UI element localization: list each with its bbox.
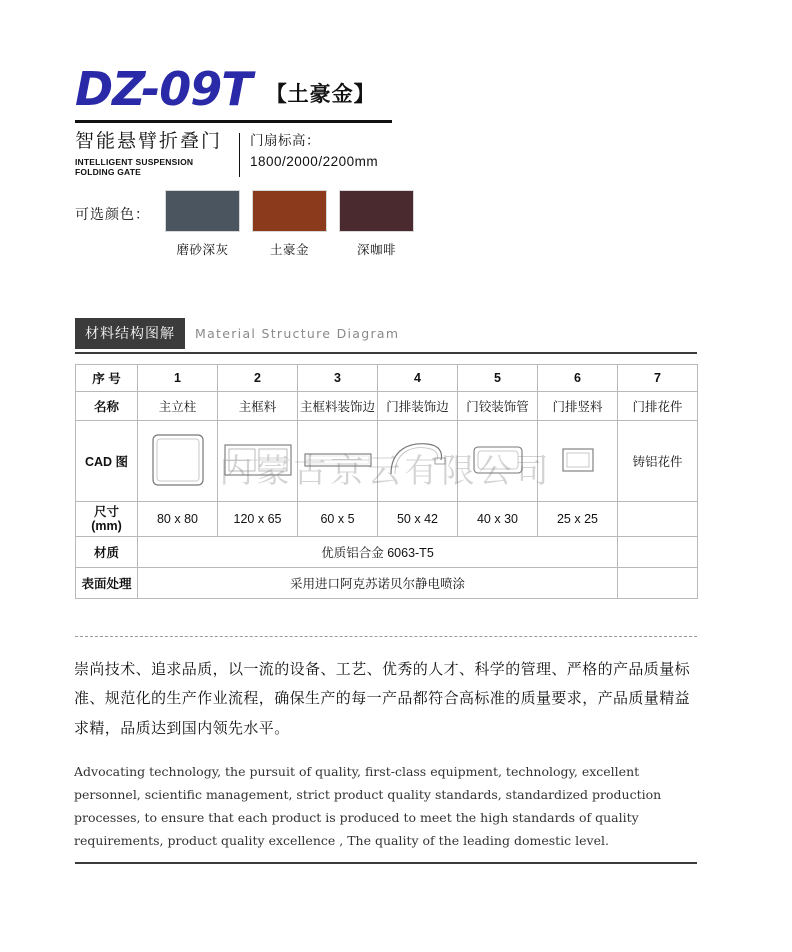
color-swatch[interactable] — [165, 190, 240, 232]
bottom-rule — [75, 862, 697, 864]
table-cell-empty — [618, 537, 698, 568]
row-label-size-l2: (mm) — [91, 519, 122, 533]
material-structure-table — [75, 364, 697, 599]
height-spec-label: 门扇标高： — [250, 133, 320, 148]
table-cell-size: 120 x 65 — [218, 502, 298, 537]
cad-square-profile-icon — [147, 429, 209, 491]
watermark-text: 内蒙古京云有限公司 — [219, 452, 553, 489]
color-swatch-item[interactable] — [339, 190, 414, 258]
table-cell-size: 60 x 5 — [298, 502, 378, 537]
row-label-name: 名称 — [76, 392, 138, 421]
color-swatch-label: 磨砂深灰 — [176, 243, 229, 257]
color-swatch[interactable] — [339, 190, 414, 232]
height-spec — [250, 131, 378, 173]
table-cell-no: 4 — [378, 365, 458, 392]
table-cell-name: 主框料 — [218, 392, 298, 421]
table-cell-no: 1 — [138, 365, 218, 392]
section-head-row — [75, 318, 697, 349]
table-cell-name: 门排装饰边 — [378, 392, 458, 421]
table-cell-name: 门排花件 — [618, 392, 698, 421]
table-row — [76, 365, 698, 392]
row-label-surface: 表面处理 — [76, 568, 138, 599]
table-cell-name: 主框料装饰边 — [298, 392, 378, 421]
table-cell-surface: 采用进口阿克苏诺贝尔静电喷涂 — [138, 568, 618, 599]
table-cell-size: 80 x 80 — [138, 502, 218, 537]
title-block — [75, 131, 715, 177]
color-options — [75, 190, 414, 258]
cad-vertical-bar-profile-icon — [549, 437, 607, 483]
row-label-size-l1: 尺寸 — [93, 504, 119, 519]
height-spec-value: 1800/2000/2200mm — [250, 153, 379, 169]
title-left — [75, 131, 235, 177]
model-row — [75, 62, 715, 116]
description-paragraph-en: Advocating technology, the pursuit of quality, first-class equipment, technology, excellent personnel, scientific management, strict product quality standards, standardized production processes, to ensure that each product is produced to meet the high standards of quality requirements, product quality excellence , The quality of the leading domestic level. — [74, 764, 662, 849]
table-cell-no: 6 — [538, 365, 618, 392]
table-row — [76, 537, 698, 568]
description-paragraph-cn: 崇尚技术、追求品质，以一流的设备、工艺、优秀的人才、科学的管理、严格的产品质量标准、规范化的生产作业流程，确保生产的每一产品都符合高标准的质量要求，产品质量精益求精，品质达到国内领先水平。 — [74, 661, 691, 737]
cad-hinge-tube-profile-icon — [466, 437, 530, 483]
color-swatch-group — [165, 190, 414, 258]
cad-drawing-cell — [298, 421, 378, 502]
table-row — [76, 568, 698, 599]
table-cell-name: 主立柱 — [138, 392, 218, 421]
cad-curved-trim-profile-icon — [383, 434, 453, 486]
color-swatch[interactable] — [252, 190, 327, 232]
color-swatch-item[interactable] — [165, 190, 240, 258]
header-rule — [75, 120, 392, 123]
cad-drawing-cell — [458, 421, 538, 502]
table-cell-name: 门铰装饰管 — [458, 392, 538, 421]
table-cell-no: 3 — [298, 365, 378, 392]
section-subtitle: Material Structure Diagram — [195, 326, 400, 341]
section-header — [75, 318, 697, 354]
title-divider — [239, 133, 240, 177]
table-cell-size — [618, 502, 698, 537]
table-cell-name: 门排竖料 — [538, 392, 618, 421]
product-title-en: INTELLIGENT SUSPENSION FOLDING GATE — [75, 156, 194, 177]
table-cell-size: 40 x 30 — [458, 502, 538, 537]
table-cell-material: 优质铝合金 6063-T5 — [138, 537, 618, 568]
color-swatch-label: 土豪金 — [269, 243, 309, 257]
row-label-size — [76, 502, 138, 537]
table-cell-no: 5 — [458, 365, 538, 392]
color-swatch-item[interactable] — [252, 190, 327, 258]
row-label-cad: CAD 图 — [76, 421, 138, 502]
table-cell-empty — [618, 568, 698, 599]
row-label-material: 材质 — [76, 537, 138, 568]
product-title-cn: 智能悬臂折叠门 — [75, 131, 223, 152]
table-row — [76, 392, 698, 421]
section-tag: 材料结构图解 — [75, 318, 185, 349]
cad-drawing-cell — [538, 421, 618, 502]
dashed-divider — [75, 636, 697, 637]
color-options-label: 可选颜色： — [75, 206, 150, 222]
section-rule — [75, 352, 697, 354]
cad-drawing-cell — [138, 421, 218, 502]
row-label-no: 序 号 — [76, 365, 138, 392]
table-cell-size: 50 x 42 — [378, 502, 458, 537]
cad-cell-text: 铸铝花件 — [618, 421, 698, 502]
table-cell-no: 2 — [218, 365, 298, 392]
table-cell-size: 25 x 25 — [538, 502, 618, 537]
color-swatch-label: 深咖啡 — [356, 243, 396, 257]
cad-trim-profile-icon — [301, 440, 375, 480]
product-header — [75, 62, 715, 177]
table-row — [76, 421, 698, 502]
table-cell-no: 7 — [618, 365, 698, 392]
cad-drawing-cell — [378, 421, 458, 502]
table-row — [76, 502, 698, 537]
cad-drawing-cell — [218, 421, 298, 502]
cad-frame-profile-icon — [221, 437, 295, 483]
model-code: DZ-09T — [75, 62, 252, 116]
model-color-name: 【土豪金】 — [265, 83, 376, 106]
